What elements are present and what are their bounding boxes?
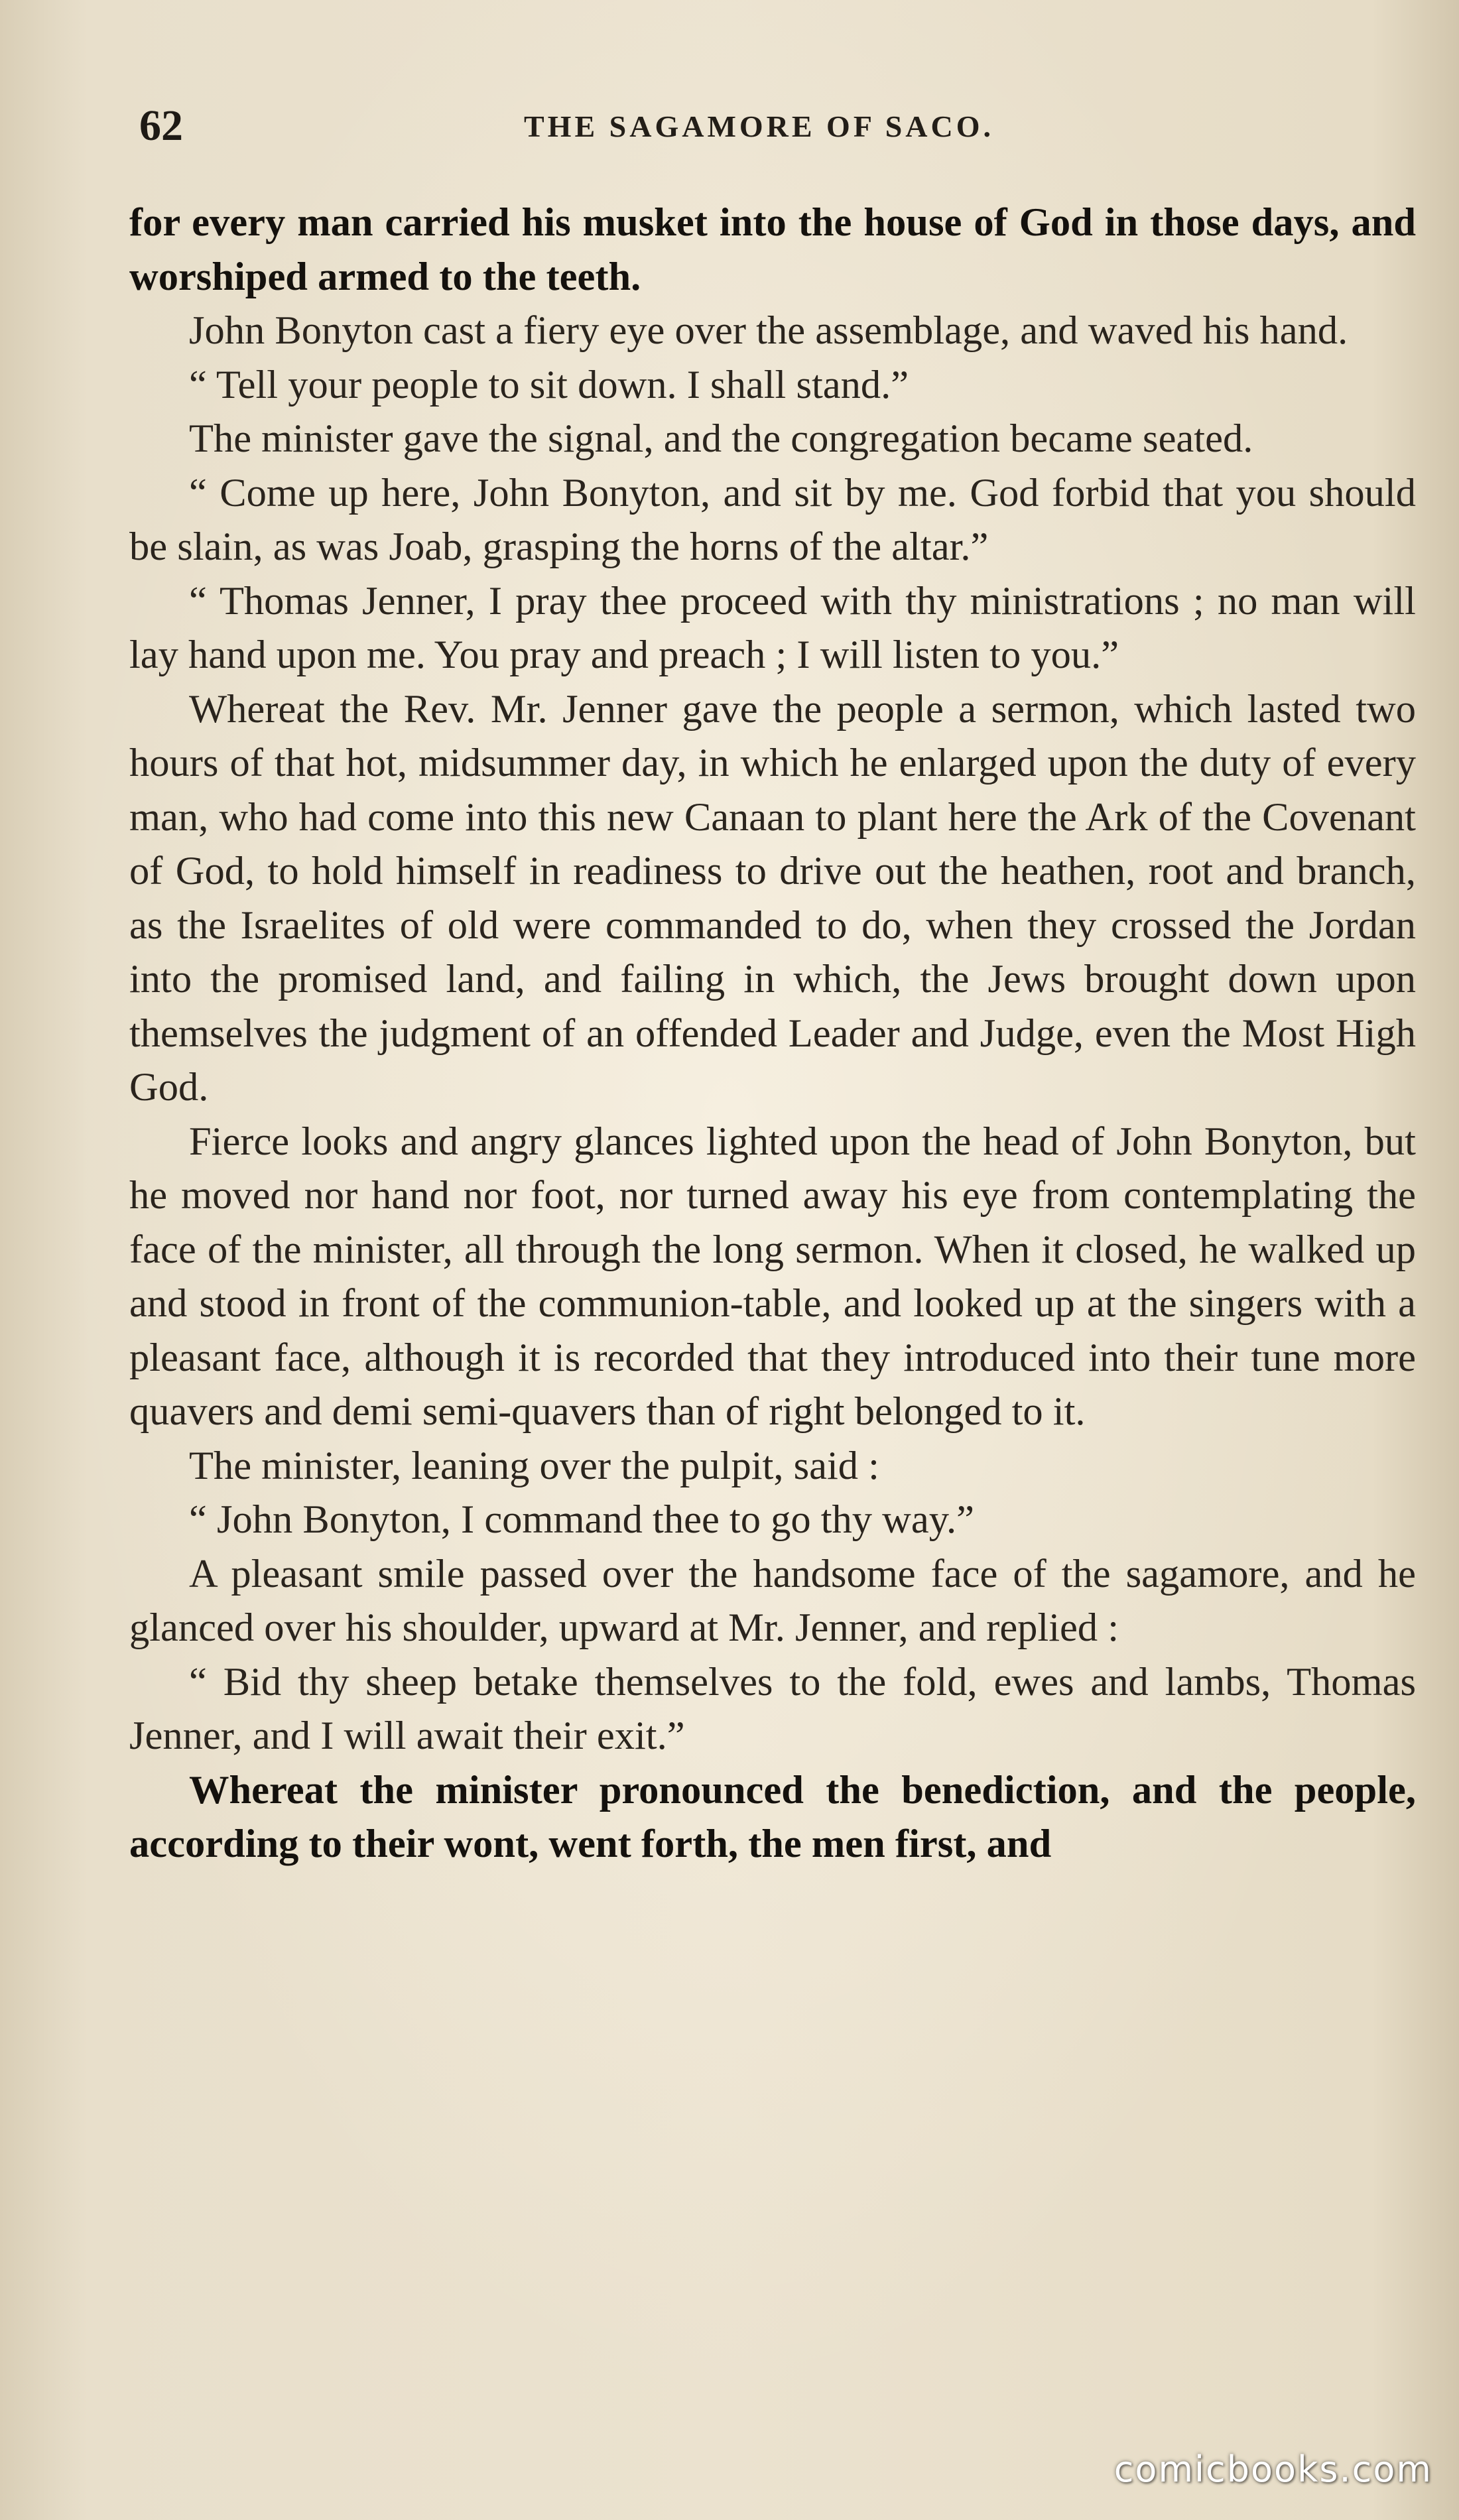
paragraph: The minister gave the signal, and the congregation became seated. xyxy=(189,416,1253,461)
paragraph: “ Thomas Jenner, I pray thee proceed with thy ministrations ; no man will lay hand upon me. You pray and preach ; I will listen to you.” xyxy=(129,578,1416,677)
paragraph: for every man carried his musket into the house of God in those days, and worshiped armed to the teeth. xyxy=(129,200,1416,299)
paragraph: “ John Bonyton, I command thee to go thy way.” xyxy=(189,1497,975,1542)
paragraph: Fierce looks and angry glances lighted upon the head of John Bonyton, but he moved nor hand nor foot, nor turned away his eye from contemplating the face of the minister, all through the long sermon. When it closed, he walked up and stood in front of the communion-table, and looked up at the singers with a pleasant face, although it is recorded that they introduced into their tune more quavers and demi semi-quavers than of right belonged to it. xyxy=(129,1119,1416,1434)
paragraph: A pleasant smile passed over the handsome face of the sagamore, and he glanced over his shoulder, upward at Mr. Jenner, and replied : xyxy=(129,1551,1416,1650)
paragraph: “ Come up here, John Bonyton, and sit by me. God forbid that you should be slain, as was Joab, grasping the horns of the altar.” xyxy=(129,470,1416,569)
paragraph: “ Tell your people to sit down. I shall stand.” xyxy=(189,362,909,407)
paragraph: Whereat the Rev. Mr. Jenner gave the people a sermon, which lasted two hours of that hot, midsummer day, in which he enlarged upon the duty of every man, who had come into this new Canaan to plant here the Ark of the Covenant of God, to hold himself in readiness to drive out the heathen, root and branch, as the Israelites of old were commanded to do, when they crossed the Jordan into the promised land, and failing in which, the Jews brought down upon themselves the judgment of an offended Leader and Judge, even the Most High God. xyxy=(129,686,1416,1109)
paragraph: Whereat the minister pronounced the benediction, and the people, according to their wont, went forth, the men first, and xyxy=(129,1767,1416,1866)
paragraph: John Bonyton cast a fiery eye over the assemblage, and waved his hand. xyxy=(189,308,1348,353)
paragraph: “ Bid thy sheep betake themselves to the fold, ewes and lambs, Thomas Jenner, and I will await their exit.” xyxy=(129,1659,1416,1758)
watermark: comicbooks.com xyxy=(1113,2448,1432,2490)
running-header xyxy=(139,99,1413,153)
page-number: 62 xyxy=(139,101,183,150)
running-title: THE SAGAMORE OF SACO. xyxy=(524,109,995,143)
paragraph: The minister, leaning over the pulpit, said : xyxy=(189,1443,879,1488)
body-text xyxy=(129,196,1416,1871)
